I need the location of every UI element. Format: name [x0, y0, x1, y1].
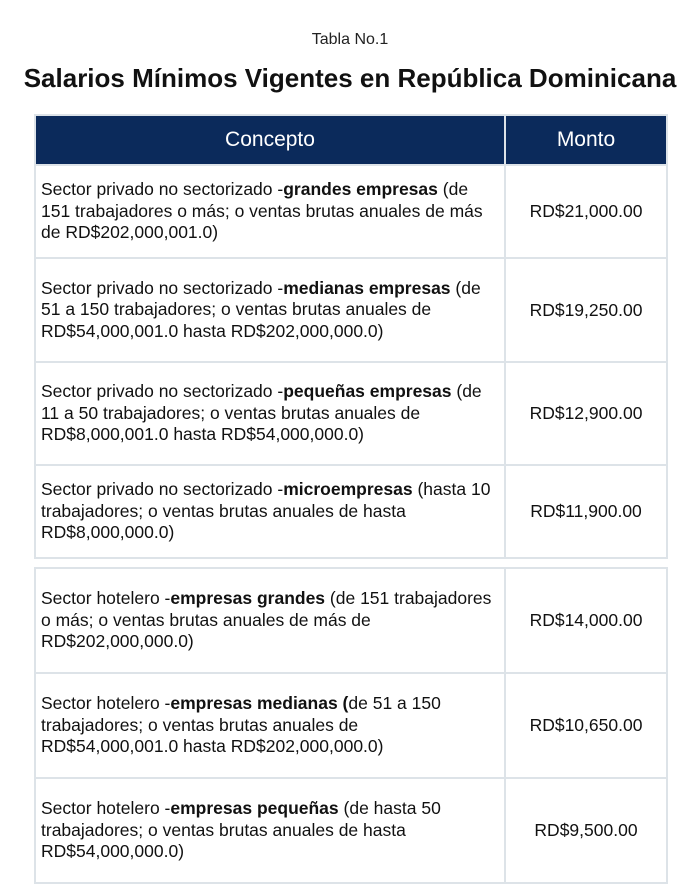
salary-table-private	[34, 114, 668, 559]
table-row	[35, 465, 667, 558]
row-concept: Sector privado no sectorizado -microempresas (hasta 10 trabajadores; o ventas brutas anuales de hasta RD$8,000,000.0)	[35, 465, 505, 558]
row-amount: RD$10,650.00	[505, 673, 667, 778]
page-title: Salarios Mínimos Vigentes en República Dominicana	[23, 63, 677, 93]
table-row	[35, 778, 667, 883]
row-amount: RD$12,900.00	[505, 362, 667, 465]
row-amount: RD$19,250.00	[505, 258, 667, 362]
header-monto: Monto	[505, 115, 667, 165]
row-concept: Sector privado no sectorizado -pequeñas empresas (de 11 a 50 trabajadores; o ventas brutas anuales de RD$8,000,001.0 hasta RD$54,000,000.0)	[35, 362, 505, 465]
row-concept: Sector hotelero -empresas grandes (de 151 trabajadores o más; o ventas brutas anuales de más de RD$202,000,000.0)	[35, 568, 505, 673]
header-concepto: Concepto	[35, 115, 505, 165]
row-concept: Sector privado no sectorizado -medianas empresas (de 51 a 150 trabajadores; o ventas brutas anuales de RD$54,000,001.0 hasta RD$202,000,000.0)	[35, 258, 505, 362]
table-row	[35, 165, 667, 258]
table-row	[35, 258, 667, 362]
salary-table-hotel	[34, 567, 668, 884]
row-amount: RD$11,900.00	[505, 465, 667, 558]
row-amount: RD$14,000.00	[505, 568, 667, 673]
row-amount: RD$21,000.00	[505, 165, 667, 258]
table-row	[35, 568, 667, 673]
row-amount: RD$9,500.00	[505, 778, 667, 883]
row-concept: Sector hotelero -empresas pequeñas (de hasta 50 trabajadores; o ventas brutas anuales de hasta RD$54,000,000.0)	[35, 778, 505, 883]
table-row	[35, 673, 667, 778]
row-concept: Sector hotelero -empresas medianas (de 51 a 150 trabajadores; o ventas brutas anuales de RD$54,000,001.0 hasta RD$202,000,000.0)	[35, 673, 505, 778]
row-concept: Sector privado no sectorizado -grandes empresas (de 151 trabajadores o más; o ventas brutas anuales de más de RD$202,000,001.0)	[35, 165, 505, 258]
table-row	[35, 362, 667, 465]
table-header-row	[35, 115, 667, 165]
table-caption: Tabla No.1	[311, 31, 389, 48]
